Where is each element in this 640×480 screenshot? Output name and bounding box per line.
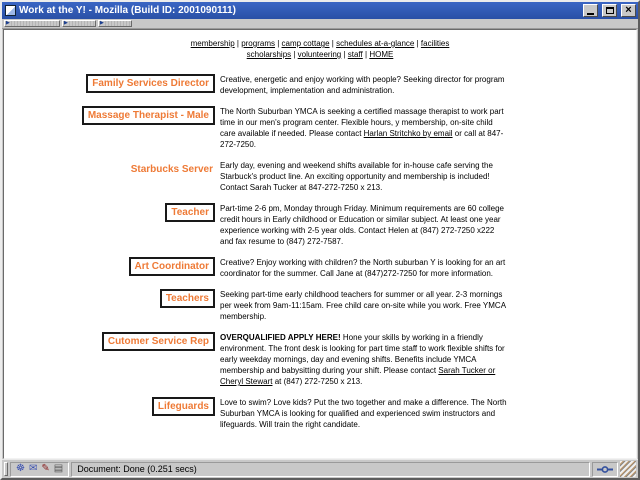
status-bar [2,459,638,478]
status-text: Document: Done (0.251 secs) [71,462,590,477]
job-title-family-services-director: Family Services Director [86,74,215,93]
tab-toolbar-grippy[interactable] [98,20,132,27]
job-title-cell [18,202,215,222]
personal-toolbar-grippy[interactable] [62,20,96,27]
nav-separator: | [234,39,242,48]
job-title-starbucks-server: Starbucks Server [130,164,213,175]
nav-row-1 [4,38,636,49]
resize-grip[interactable] [620,461,636,477]
nav-separator: | [341,50,348,59]
job-text: Creative? Enjoy working with children? the North suburban Y is looking for an art coordinator for the summer. Call Jane at (847)272-7250 for more information. [220,258,506,278]
job-text: Part-time 2-6 pm, Monday through Friday. Minimum requirements are 60 college credit hours in Early childhood or Education or similar subject. At least one year experience working with 2-5 year olds. Contact Helen at (847) 272-7250 x222 and fax resume to (847) 272-7587. [220,204,504,246]
nav-link-programs[interactable]: programs [241,39,275,48]
job-title-art-coordinator: Art Coordinator [129,257,215,276]
job-description [220,105,508,150]
job-link-harlan-stritchko-by-email[interactable]: Harlan Stritchko by email [363,129,453,138]
job-text: Creative, energetic and enjoy working with people? Seeking director for program development, implementation and administration. [220,75,505,95]
job-title-cell [18,331,215,351]
nav-link-home[interactable]: HOME [369,50,394,59]
navigation-toolbar-grippy[interactable] [4,20,60,27]
page-content [3,29,637,459]
mozilla-app-icon [5,5,16,16]
job-description [220,256,508,279]
top-navigation [4,38,636,60]
job-title-cell [18,73,215,93]
nav-separator: | [291,50,298,59]
close-icon: × [625,4,632,16]
nav-separator: | [274,39,282,48]
job-description [220,159,508,193]
nav-link-schedules-at-a-glance[interactable]: schedules at-a-glance [336,39,415,48]
job-title-lifeguards: Lifeguards [152,397,215,416]
job-description [220,288,508,322]
job-text: Hone your skills by working in a friendly environment. The front desk is looking for part time staff to work flexible shifts for early weekday mornings, day and evening shifts. Benefits include YMCA membership and babysitting during your shift. Please contact [220,333,505,375]
job-title-cell [18,288,215,308]
maximize-button[interactable] [602,4,617,17]
job-title-cutomer-service-rep: Cutomer Service Rep [102,332,215,351]
nav-link-volunteering[interactable]: volunteering [297,50,342,59]
component-bar [10,462,69,477]
nav-link-scholarships[interactable]: scholarships [246,50,292,59]
job-row [18,288,636,322]
job-description [220,202,508,247]
job-link-sarah-tucker-or-cheryl-stewart[interactable]: Sarah Tucker or Cheryl Stewart [220,366,496,386]
nav-link-camp-cottage[interactable]: camp cottage [281,39,330,48]
job-text: The North Suburban YMCA is seeking a certified massage therapist to work part time in our men's program center. Flexible hours, y membership, on-site child care available if needed. Please contact [220,107,504,138]
job-row [18,256,636,279]
collapsed-toolbars [2,19,638,29]
title-bar[interactable] [2,2,638,19]
window-title: Work at the Y! - Mozilla (Build ID: 2001090111) [19,5,236,16]
composer-icon[interactable]: ✎ [41,463,50,474]
job-text: Seeking part-time early childhood teachers for summer or all year. 2-3 mornings per week from 9am-11:15am. Free child care on-site while you work. Free YMCA membership. [220,290,506,321]
job-row [18,105,636,150]
job-row [18,396,636,430]
job-title-teachers: Teachers [160,289,215,308]
navigator-icon[interactable]: ☸ [16,463,25,474]
job-description [220,331,508,387]
close-button[interactable] [621,4,636,17]
job-row [18,73,636,96]
job-title-massage-therapist-male: Massage Therapist - Male [82,106,215,125]
statusbar-grippy[interactable] [4,462,8,476]
expand-arrow-icon: ▶ [6,20,10,26]
job-description [220,73,508,96]
job-row [18,202,636,247]
job-text: or call at 847-272-7250. [220,129,504,149]
job-title-cell [18,256,215,276]
nav-link-facilities[interactable]: facilities [420,39,450,48]
expand-arrow-icon: ▶ [64,20,68,26]
mail-icon[interactable]: ✉ [28,463,38,474]
job-text: OVERQUALIFIED APPLY HERE! [220,333,341,342]
nav-separator: | [362,50,370,59]
job-title-cell [18,105,215,125]
job-listings [18,73,636,430]
job-text: Early day, evening and weekend shifts available for in-house cafe serving the Starbuck's product line. An exciting opportunity and membership is included! Contact Sarah Tucker at 847-272-7250 x 213. [220,161,493,192]
job-text: Love to swim? Love kids? Put the two together and make a difference. The North Suburban YMCA is looking for qualified and experienced swim instructors and lifeguards. Will train the right candidate. [220,398,507,429]
nav-link-staff[interactable]: staff [347,50,363,59]
expand-arrow-icon: ▶ [100,20,104,26]
nav-separator: | [329,39,337,48]
nav-link-membership[interactable]: membership [190,39,235,48]
job-text: at (847) 272-7250 x 213. [272,377,363,386]
job-row [18,159,636,193]
minimize-button[interactable] [583,4,598,17]
minimize-icon [587,13,594,15]
job-row [18,331,636,387]
job-title-cell [18,159,215,177]
address-book-icon[interactable]: ▤ [53,463,64,474]
nav-row-2 [4,49,636,60]
job-description [220,396,508,430]
job-title-teacher: Teacher [165,203,215,222]
maximize-icon [606,7,614,14]
plug-icon [597,465,613,474]
nav-separator: | [414,39,421,48]
online-offline-icon[interactable] [592,462,618,477]
job-title-cell [18,396,215,416]
